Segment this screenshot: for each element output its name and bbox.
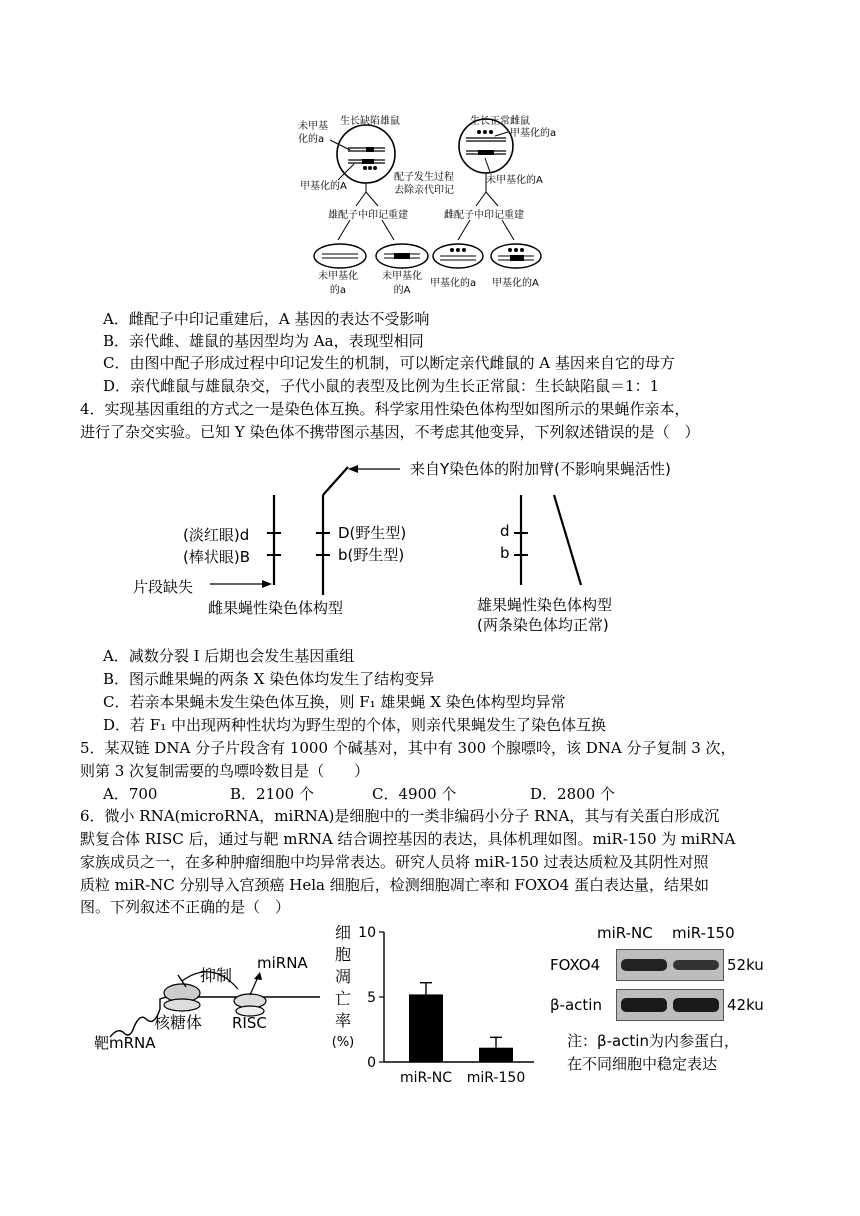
q3-option-c: C．由图中配子形成过程中印记发生的机制，可以断定亲代雌鼠的 A 基因来自它的母方 — [103, 354, 675, 372]
q6-stem-line-4: 质粒 miR-NC 分别导入宫颈癌 Hela 细胞后，检测细胞凋亡率和 FOXO4 蛋白表达量，结果如 — [80, 876, 709, 894]
female-label: 生长正常雌鼠 — [470, 116, 530, 127]
y-label-char-5: 率 — [334, 1011, 351, 1030]
y-label-char-1: 细 — [334, 923, 351, 942]
q6-stem-line-1: 6．微小 RNA(microRNA，miRNA)是细胞中的一类非编码小分子 RNA，其与有关蛋白形成沉 — [80, 807, 720, 825]
y-tick-label-0: 0 — [367, 1055, 376, 1071]
foxo4-band-150 — [673, 960, 719, 970]
y-label-char-6: (%) — [331, 1035, 355, 1050]
blot-note-2: 在不同细胞中稳定表达 — [567, 1055, 718, 1073]
q4-option-a: A．减数分裂 I 后期也会发生基因重组 — [103, 647, 355, 665]
gamete-3-label: 甲基化的a — [430, 278, 477, 289]
blot-note-1: 注：β-actin为内参蛋白， — [567, 1032, 739, 1050]
male-d-label: d — [500, 522, 510, 540]
gamete-1-label: 未甲基化的a — [318, 271, 358, 296]
mrna-strand — [110, 996, 320, 1037]
q4-stem-line-1: 4．实现基因重组的方式之一是染色体互换。科学家用性染色体构型如图所示的果蝇作亲本， — [80, 400, 690, 418]
foxo4-label: FOXO4 — [550, 956, 601, 974]
risc-label: RISC — [232, 1014, 267, 1032]
arm-note: 来自Y染色体的附加臂(不影响果蝇活性) — [410, 460, 671, 478]
ribosome-label: 核糖体 — [154, 1013, 203, 1032]
q5-option-c: C．4900 个 — [372, 785, 457, 803]
q4-option-c: C．若亲本果蝇未发生染色体互换，则 F₁ 雄果蝇 X 染色体构型均异常 — [103, 693, 566, 711]
actin-blot — [616, 989, 724, 1021]
gamete-1 — [314, 244, 366, 268]
female-caption: 雌果蝇性染色体构型 — [208, 599, 344, 617]
b-label: b(野生型) — [338, 546, 405, 564]
foxo4-kd-label: 52ku — [727, 956, 764, 974]
foxo4-blot — [616, 949, 724, 981]
male-caption-1: 雄果蝇性染色体构型 — [477, 596, 613, 614]
methyl-a-label: 甲基化的a — [510, 128, 557, 139]
bar-miR-150 — [479, 1048, 513, 1062]
q3-option-d: D．亲代雌鼠与雄鼠杂交，子代小鼠的表型及比例为生长正常鼠：生长缺陷鼠＝1：1 — [103, 377, 660, 395]
actin-band-nc — [621, 998, 667, 1012]
y-tick-label-1: 5 — [367, 990, 376, 1006]
methyl-A-label: 甲基化的A — [300, 181, 347, 192]
lane-1-label: miR-NC — [597, 924, 653, 942]
actin-label: β-actin — [550, 996, 602, 1014]
male-label: 生长缺陷雄鼠 — [340, 116, 400, 127]
middle-note-1: 配子发生过程 — [394, 172, 454, 183]
q5-stem-line-1: 5．某双链 DNA 分子片段含有 1000 个碱基对，其中有 300 个腺嘌呤，该 DNA 分子复制 3 次， — [80, 739, 736, 757]
q5-stem-line-2: 则第 3 次复制需要的鸟嘌呤数目是（ ） — [80, 762, 370, 780]
q6-stem-line-3: 家族成员之一，在多种肿瘤细胞中均异常表达。研究人员将 miR-150 过表达质粒及其阴性对照 — [80, 853, 709, 871]
lane-2-label: miR-150 — [672, 924, 735, 942]
x-tick-label-miR-NC: miR-NC — [400, 1070, 452, 1086]
q5-option-b: B．2100 个 — [230, 785, 314, 803]
middle-note-2: 去除亲代印记 — [394, 185, 454, 196]
male-cell — [337, 125, 395, 183]
D-label: D(野生型) — [338, 524, 407, 542]
inhibit-label: 抑制 — [200, 966, 233, 985]
q5-option-d: D．2800 个 — [530, 785, 615, 803]
q3-option-b: B．亲代雌、雄鼠的基因型均为 Aa，表现型相同 — [103, 332, 424, 350]
foxo4-band-nc — [621, 959, 667, 971]
deletion-label: 片段缺失 — [133, 578, 194, 596]
male-caption-2: (两条染色体均正常) — [477, 616, 609, 634]
male-b-label: b — [500, 544, 510, 562]
q5-option-a: A．700 — [103, 785, 158, 803]
right-rebuild-label: 雌配子中印记重建 — [444, 210, 524, 221]
left-rebuild-label: 雄配子中印记重建 — [328, 210, 408, 221]
actin-band-150 — [673, 998, 719, 1012]
unmethyl-a-label: 未甲基化的a — [298, 121, 328, 145]
q3-option-a: A．雌配子中印记重建后，A 基因的表达不受影响 — [103, 310, 430, 328]
bar-miR-NC — [409, 994, 443, 1062]
mirna-label: miRNA — [257, 954, 308, 972]
q4-option-d: D．若 F₁ 中出现两种性状均为野生型的个体，则亲代果蝇发生了染色体互换 — [103, 716, 606, 734]
target-mrna-label: 靶mRNA — [94, 1034, 156, 1052]
q4-stem-line-2: 进行了杂交实验。已知 Y 染色体不携带图示基因，不考虑其他变异，下列叙述错误的是（ ） — [80, 423, 700, 441]
unmethyl-A-label: 未甲基化的A — [486, 175, 543, 186]
y-label-char-2: 胞 — [334, 945, 351, 964]
gamete-2-label: 未甲基化的A — [382, 271, 422, 296]
q4-option-b: B．图示雌果蝇的两条 X 染色体均发生了结构变异 — [103, 670, 435, 688]
q6-stem-line-2: 默复合体 RISC 后，通过与靶 mRNA 结合调控基因的表达，具体机理如图。miR-150 为 miRNA — [80, 830, 736, 848]
female-cell — [459, 119, 513, 173]
d-label: (淡红眼)d — [183, 526, 250, 544]
x-tick-label-miR-150: miR-150 — [466, 1070, 526, 1086]
y-label-char-3: 凋 — [334, 967, 351, 986]
B-label: (棒状眼)B — [183, 548, 250, 566]
q6-stem-line-5: 图。下列叙述不正确的是（ ） — [80, 898, 291, 916]
gamete-4-label: 甲基化的A — [492, 278, 539, 289]
y-tick-label-2: 10 — [358, 925, 376, 941]
bar-chart-svg — [356, 920, 556, 1092]
y-axis-label — [330, 922, 356, 1054]
actin-kd-label: 42ku — [727, 996, 764, 1014]
y-label-char-4: 亡 — [334, 989, 351, 1008]
